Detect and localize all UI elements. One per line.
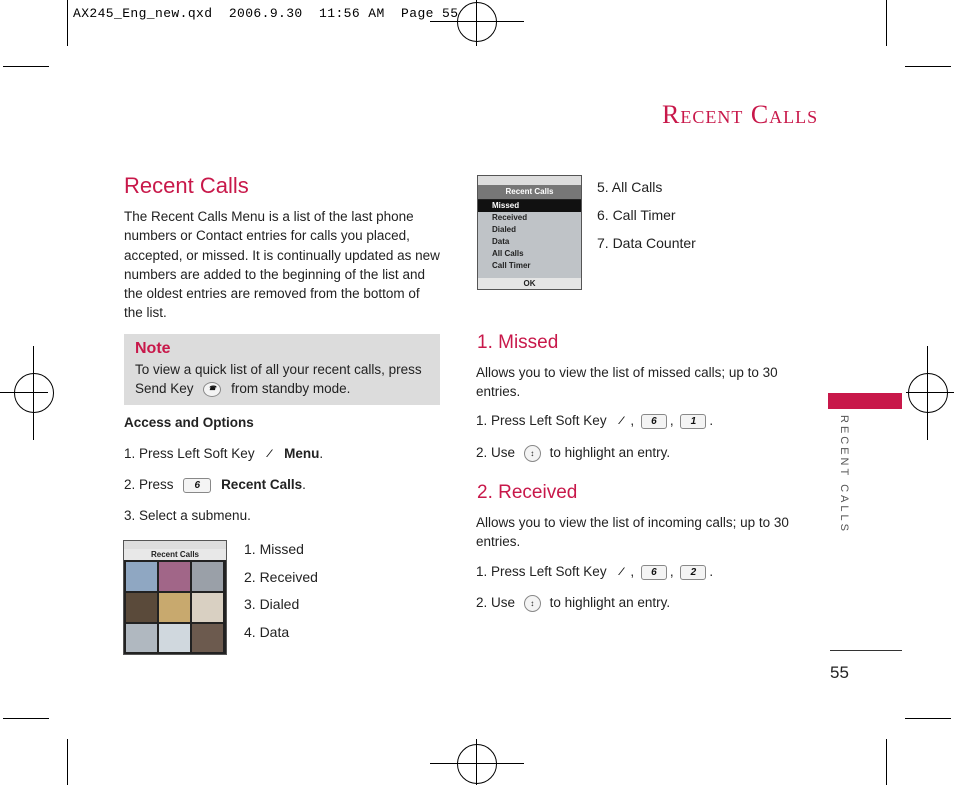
- grid-cell-4: [126, 593, 157, 622]
- crop-mark: [67, 0, 68, 46]
- phone-screen-menu: [477, 175, 582, 290]
- crop-mark: [3, 66, 49, 67]
- menu-title-bar: Recent Calls: [478, 185, 581, 199]
- note-title: Note: [135, 340, 171, 357]
- intro-line: accepted, or missed. It is continually updated as new: [124, 247, 440, 263]
- menu-item: Data: [492, 237, 510, 246]
- crop-mark: [905, 66, 951, 67]
- submenu-item: 2. Received: [244, 568, 318, 585]
- received-title: 2. Received: [477, 482, 578, 503]
- step-text: to highlight an entry.: [549, 595, 671, 610]
- left-soft-key-icon: ⁄: [268, 448, 271, 461]
- menu-label: Menu: [284, 446, 320, 461]
- key-1-icon: 1: [680, 414, 706, 429]
- crop-mark: [906, 392, 954, 393]
- registration-mark: [908, 373, 948, 413]
- submenu-item: 4. Data: [244, 624, 290, 641]
- crop-mark: [67, 739, 68, 785]
- recent-calls-label: Recent Calls: [221, 477, 303, 492]
- crop-mark: [905, 718, 951, 719]
- note-text-pre: Send Key: [135, 381, 194, 397]
- file-slug: AX245_Eng_new.qxd 2006.9.30 11:56 AM Page 55: [73, 6, 459, 21]
- intro-line: the oldest entries are removed from the bottom of: [124, 286, 420, 302]
- missed-title: 1. Missed: [477, 332, 559, 353]
- submenu-item: 3. Dialed: [244, 596, 300, 613]
- crop-mark: [476, 0, 477, 46]
- desc-line: Allows you to view the list of incoming calls; up to 30: [476, 515, 789, 530]
- submenu-list-right: [597, 173, 696, 257]
- phone-screen-grid: [123, 540, 227, 655]
- access-step-2: 2. Press 6 Recent Calls.: [124, 477, 306, 492]
- intro-line: the list.: [124, 305, 167, 321]
- received-step-1: 1. Press Left Soft Key ⁄ , 6 , 2 .: [476, 564, 714, 579]
- note-line-2: [135, 379, 435, 398]
- received-step-2: [476, 593, 670, 612]
- note-text: [135, 360, 435, 399]
- registration-mark: [457, 744, 497, 784]
- grid-cell-3: [192, 562, 223, 591]
- step-text: 2. Press: [124, 477, 174, 492]
- softkey-bar: OK: [478, 278, 581, 289]
- left-soft-key-icon: ⁄: [620, 566, 623, 579]
- missed-step-2: [476, 443, 670, 462]
- page-number: 55: [830, 663, 849, 682]
- step-text: 1. Press Left Soft Key: [476, 413, 607, 428]
- crop-mark: [886, 739, 887, 785]
- key-6-icon: 6: [641, 414, 667, 429]
- grid-cell-9: [192, 624, 223, 652]
- key-6-icon: 6: [183, 478, 211, 493]
- menu-item: Dialed: [492, 225, 517, 234]
- submenu-item: 5. All Calls: [597, 179, 663, 195]
- desc-line: Allows you to view the list of missed calls; up to 30: [476, 365, 778, 380]
- step-text: 2. Use: [476, 445, 516, 460]
- page-header-title: Recent Calls: [662, 100, 819, 129]
- submenu-list-left: [244, 536, 318, 647]
- intro-paragraph: [124, 207, 444, 323]
- step-text: 1. Press Left Soft Key: [476, 564, 607, 579]
- access-step-1: 1. Press Left Soft Key ⁄ Menu.: [124, 446, 324, 461]
- menu-item: All Calls: [492, 249, 524, 258]
- note-line: To view a quick list of all your recent calls, press: [135, 362, 422, 377]
- crop-mark: [927, 346, 928, 440]
- crop-mark: [430, 763, 524, 764]
- section-title: Recent Calls: [124, 173, 249, 198]
- access-step-3: 3. Select a submenu.: [124, 508, 251, 523]
- status-bar: [478, 176, 581, 185]
- note-box: [124, 334, 440, 405]
- crop-mark: [0, 392, 48, 393]
- send-key-icon: ☎: [203, 382, 221, 397]
- submenu-item: 7. Data Counter: [597, 235, 696, 251]
- missed-step-1: 1. Press Left Soft Key ⁄ , 6 , 1 .: [476, 413, 714, 428]
- menu-list: [478, 200, 581, 278]
- menu-item-selected: Missed: [478, 200, 581, 212]
- grid-cell-1: [126, 562, 157, 591]
- side-section-label: RECENT CALLS: [838, 415, 850, 534]
- grid-cell-8: [159, 624, 190, 652]
- received-description: [476, 513, 806, 552]
- desc-line: entries.: [476, 384, 521, 400]
- registration-mark: [457, 2, 497, 42]
- grid-cell-2: [159, 562, 190, 591]
- step-text: 2. Use: [476, 595, 516, 610]
- step-text: to highlight an entry.: [549, 445, 671, 460]
- missed-description: [476, 363, 806, 402]
- crop-mark: [430, 21, 524, 22]
- step-text: 1. Press Left Soft Key: [124, 446, 255, 461]
- menu-item: Received: [492, 213, 528, 222]
- key-2-icon: 2: [680, 565, 706, 580]
- crop-mark: [886, 0, 887, 46]
- crop-mark: [476, 739, 477, 785]
- submenu-item: 1. Missed: [244, 541, 304, 557]
- status-bar: [124, 541, 226, 549]
- navigation-key-icon: ↕: [524, 595, 541, 612]
- intro-line: numbers or Contact entries for calls you placed,: [124, 228, 410, 244]
- grid-cell-7: [126, 624, 157, 652]
- intro-line: numbers are added to the beginning of the list and: [124, 266, 425, 282]
- registration-mark: [14, 373, 54, 413]
- grid-title-bar: Recent Calls: [124, 549, 226, 560]
- grid-cell-6: [192, 593, 223, 622]
- submenu-item: 6. Call Timer: [597, 207, 676, 223]
- note-text-post: from standby mode.: [231, 381, 351, 397]
- menu-item: Call Timer: [492, 261, 531, 270]
- page-number-rule: [830, 650, 902, 651]
- left-soft-key-icon: ⁄: [620, 415, 623, 428]
- navigation-key-icon: ↕: [524, 445, 541, 462]
- intro-line: The Recent Calls Menu is a list of the last phone: [124, 209, 414, 224]
- access-heading: Access and Options: [124, 415, 254, 430]
- key-6-icon: 6: [641, 565, 667, 580]
- desc-line: entries.: [476, 534, 521, 550]
- crop-mark: [3, 718, 49, 719]
- crop-mark: [33, 346, 34, 440]
- grid-cell-5: [159, 593, 190, 622]
- side-tab-marker: [828, 393, 902, 409]
